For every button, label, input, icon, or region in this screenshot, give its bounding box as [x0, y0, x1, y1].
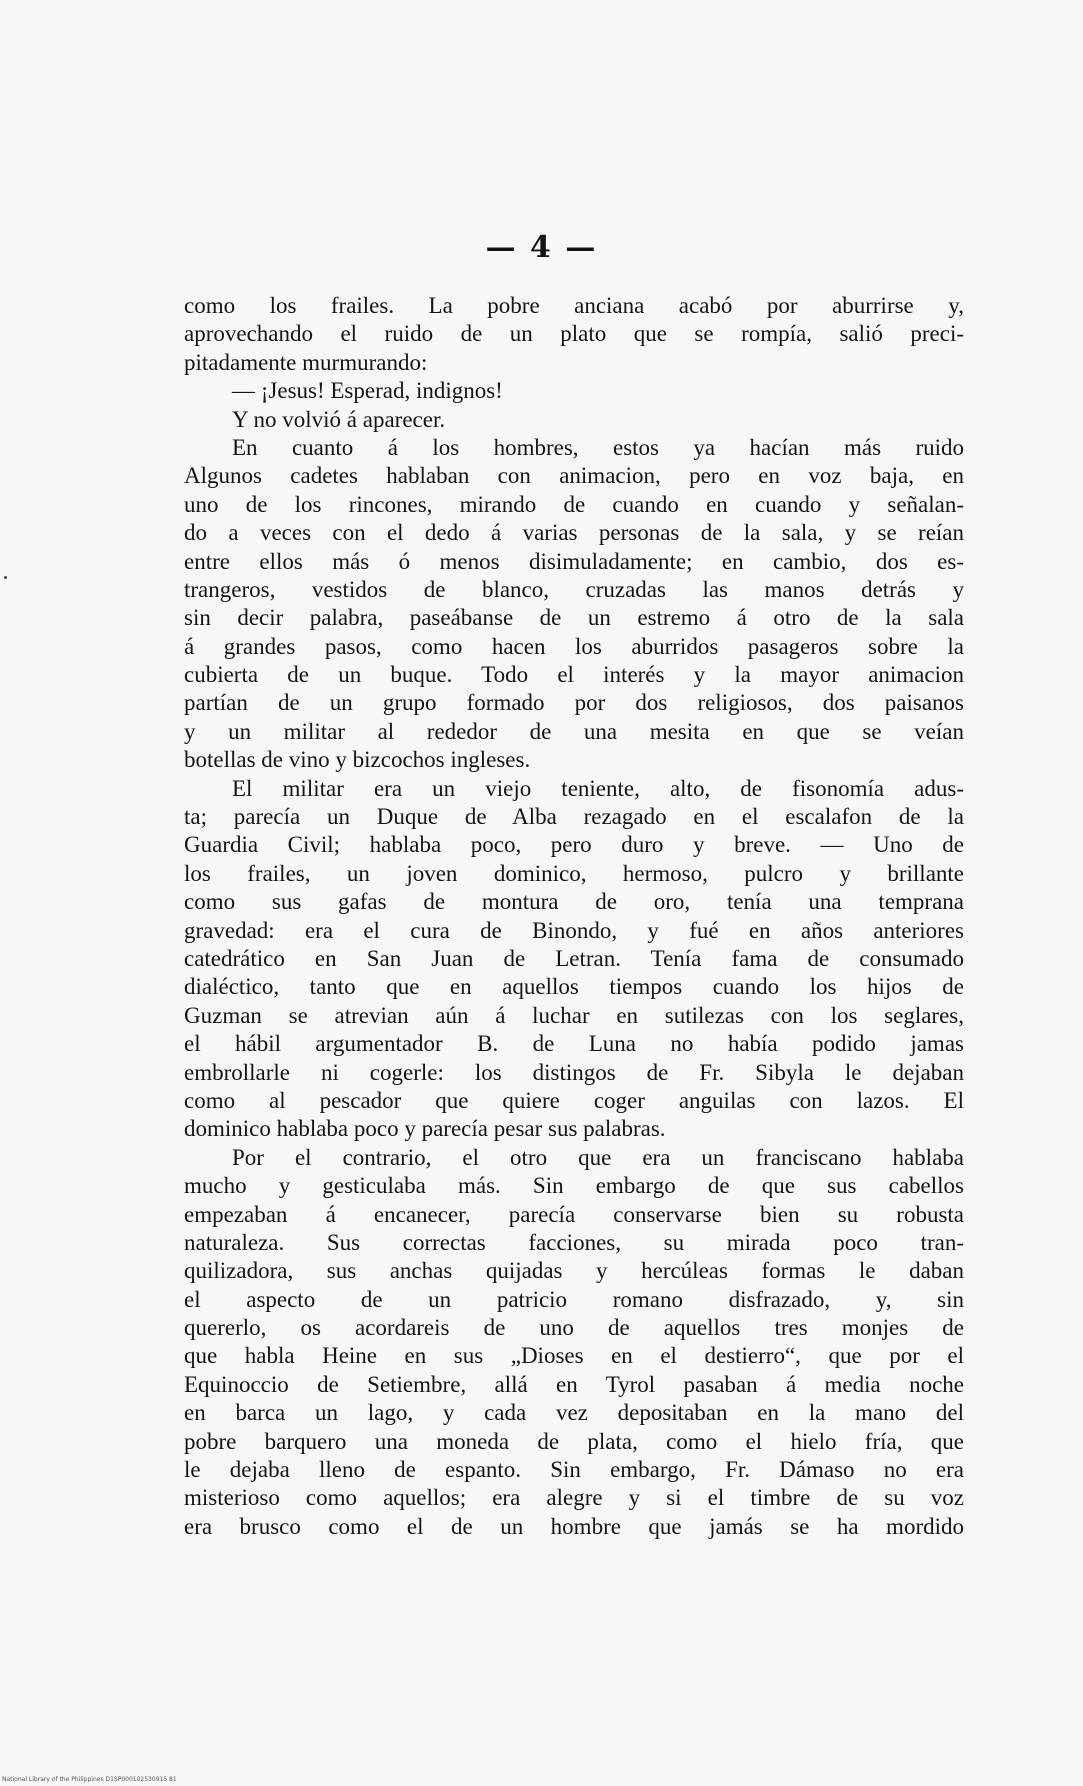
text-line: do a veces con el dedo á varias personas de la sala, y se reían	[184, 520, 964, 546]
text-line: catedrático en San Juan de Letran. Tenía fama de consumado	[184, 945, 964, 971]
text-line: en barca un lago, y cada vez depositaban en la mano del	[184, 1400, 964, 1426]
text-line: mucho y gesticulaba más. Sin embargo de que sus cabellos	[184, 1173, 964, 1199]
text-line: Y no volvió á aparecer.	[232, 406, 446, 432]
text-line: dominico hablaba poco y parecía pesar sus palabras.	[184, 1116, 666, 1142]
text-line: pitadamente murmurando:	[184, 349, 428, 375]
text-line: El militar era un viejo teniente, alto, de fisonomía adus-	[232, 775, 964, 801]
text-line: aprovechando el ruido de un plato que se rompía, salió preci-	[184, 321, 964, 347]
text-line: los frailes, un joven dominico, hermoso, pulcro y brillante	[184, 860, 964, 886]
text-line: — ¡Jesus! Esperad, indignos!	[232, 378, 503, 404]
text-line: dialéctico, tanto que en aquellos tiempos cuando los hijos de	[184, 974, 964, 1000]
text-line: que habla Heine en sus „Dioses en el destierro“, que por el	[184, 1343, 964, 1369]
text-line: cubierta de un buque. Todo el interés y la mayor animacion	[184, 662, 964, 688]
page-number: — 4 —	[485, 230, 598, 265]
text-line: el aspecto de un patricio romano disfrazado, y, sin	[184, 1286, 964, 1312]
text-line: botellas de vino y bizcochos ingleses.	[184, 747, 531, 773]
text-line: y un militar al rededor de una mesita en que se veían	[184, 718, 964, 744]
text-line: era brusco como el de un hombre que jamás se ha mordido	[184, 1513, 964, 1539]
text-line: Guardia Civil; hablaba poco, pero duro y breve. — Uno de	[184, 832, 964, 858]
text-line: pobre barquero una moneda de plata, como el hielo fría, que	[184, 1428, 964, 1454]
text-line: embrollarle ni cogerle: los distingos de Fr. Sibyla le dejaban	[184, 1059, 964, 1085]
text-line: partían de un grupo formado por dos religiosos, dos paisanos	[184, 690, 964, 716]
text-line: como sus gafas de montura de oro, tenía una temprana	[184, 889, 964, 915]
body-text	[184, 292, 964, 1541]
text-line: ta; parecía un Duque de Alba rezagado en el escalafon de la	[184, 804, 964, 830]
library-footer: National Library of the Philippines D1SP000102530915 81	[2, 1776, 177, 1783]
text-line: el hábil argumentador B. de Luna no había podido jamas	[184, 1031, 964, 1057]
text-line: Guzman se atrevian aún á luchar en sutilezas con los seglares,	[184, 1002, 964, 1028]
text-line: le dejaba lleno de espanto. Sin embargo, Fr. Dámaso no era	[184, 1457, 964, 1483]
text-line: como al pescador que quiere coger anguilas con lazos. El	[184, 1087, 964, 1113]
text-line: Algunos cadetes hablaban con animacion, pero en voz baja, en	[184, 463, 964, 489]
text-line: misterioso como aquellos; era alegre y si el timbre de su voz	[184, 1485, 964, 1511]
text-line: trangeros, vestidos de blanco, cruzadas las manos detrás y	[184, 576, 964, 602]
text-line: gravedad: era el cura de Binondo, y fué en años anteriores	[184, 917, 964, 943]
text-line: En cuanto á los hombres, estos ya hacían más ruido	[232, 434, 964, 460]
text-line: Por el contrario, el otro que era un franciscano hablaba	[232, 1144, 964, 1170]
text-line: empezaban á encanecer, parecía conservarse bien su robusta	[184, 1201, 964, 1227]
text-line: quilizadora, sus anchas quijadas y hercúleas formas le daban	[184, 1258, 964, 1284]
text-line: naturaleza. Sus correctas facciones, su mirada poco tran-	[184, 1229, 964, 1255]
text-line: sin decir palabra, paseábanse de un estremo á otro de la sala	[184, 605, 964, 631]
text-line: á grandes pasos, como hacen los aburridos pasageros sobre la	[184, 633, 964, 659]
text-line: quererlo, os acordareis de uno de aquellos tres monjes de	[184, 1315, 964, 1341]
text-line: entre ellos más ó menos disimuladamente; en cambio, dos es-	[184, 548, 964, 574]
left-margin-speck	[4, 576, 7, 579]
text-line: como los frailes. La pobre anciana acabó por aburrirse y,	[184, 293, 964, 318]
text-line: Equinoccio de Setiembre, allá en Tyrol pasaban á media noche	[184, 1371, 964, 1397]
text-line: uno de los rincones, mirando de cuando en cuando y señalan-	[184, 491, 964, 517]
